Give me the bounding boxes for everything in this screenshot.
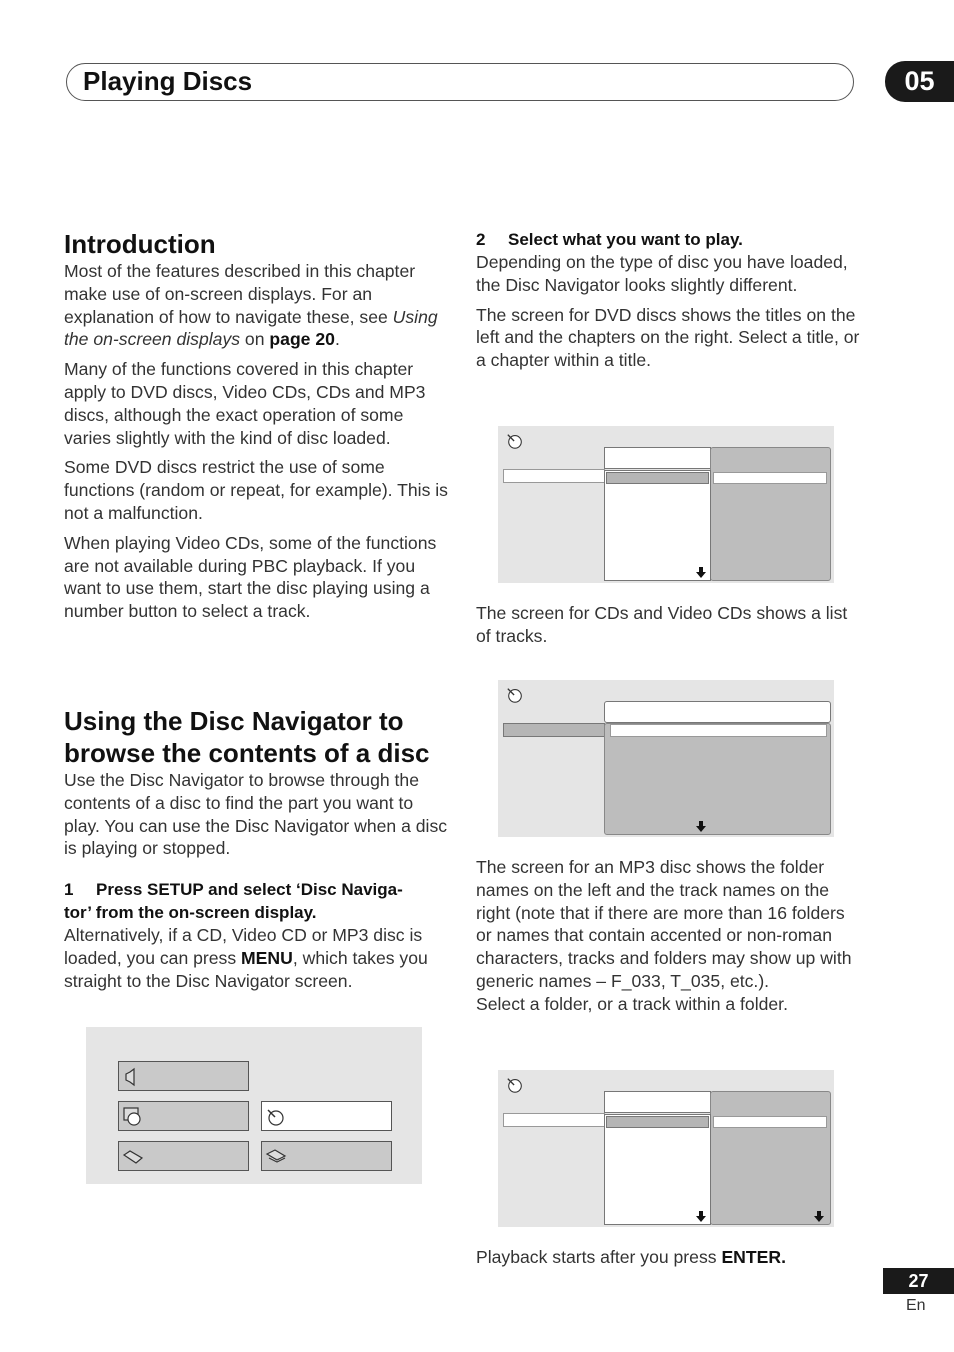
disc-monitor-icon [122, 1106, 144, 1128]
tag-icon [122, 1146, 144, 1168]
mp3-navigator-screen [498, 1070, 834, 1227]
disc-navigator-icon [506, 1076, 524, 1094]
setup-menu-tag-button[interactable] [118, 1141, 249, 1171]
intro-paragraph-1: Most of the features described in this chapter make use of on-screen displays. For an explanation of how to navigate these, see Using the on-screen displays on page 20. [64, 261, 438, 350]
title-selection[interactable] [503, 469, 605, 483]
intro-paragraph-4: When playing Video CDs, some of the functions are not available during PBC playback. If you want to use them, start the disc playing using a number button to select a track. [64, 532, 437, 622]
title-list[interactable] [604, 470, 711, 581]
setup-menu-arrows-button[interactable] [261, 1141, 392, 1171]
intro-paragraph-3: Some DVD discs restrict the use of some functions (random or repeat, for example). This is not a malfunction. [64, 457, 448, 523]
cd-text-block [476, 602, 861, 655]
chapter-list[interactable] [710, 447, 831, 581]
scroll-down-icon[interactable] [696, 567, 706, 578]
navigator-heading: Using the Disc Navigator to browse the contents of a disc [64, 706, 430, 768]
title-highlight[interactable] [606, 472, 709, 484]
right-column-top [476, 228, 861, 379]
mp3-track-list[interactable] [710, 1091, 831, 1225]
track-label [503, 723, 605, 737]
mp3-paragraph: The screen for an MP3 disc shows the folder names on the left and the track names on the right (note that if there are more than 16 folders or names that contain accented or non-roman characters, tracks and folders may show up with generic names – F_033, T_035, etc.). Select a folder, or a track within a folder. [476, 857, 852, 1014]
title-tab[interactable] [604, 447, 711, 469]
step-1-text: Alternatively, if a CD, Video CD or MP3 disc is loaded, you can press MENU, which takes you straight to the Disc Navigator screen. [64, 925, 428, 991]
mp3-track-selection[interactable] [713, 1116, 827, 1128]
scroll-down-icon[interactable] [696, 821, 706, 832]
intro-paragraph-2: Many of the functions covered in this chapter apply to DVD discs, Video CDs, CDs and MP3 discs, although the exact operation of some varies slightly with the kind of disc loaded. [64, 359, 426, 448]
folder-tab[interactable] [604, 1091, 711, 1113]
mp3-select-line: Select a folder, or a track within a folder. [476, 993, 788, 1014]
speaker-icon [122, 1066, 144, 1088]
step-2-paragraph-1: Depending on the type of disc you have loaded, the Disc Navigator looks slightly different. [476, 252, 848, 295]
playback-paragraph: Playback starts after you press ENTER. [476, 1247, 786, 1267]
setup-menu-audio-button[interactable] [118, 1061, 249, 1091]
chapter-selection[interactable] [713, 472, 827, 484]
chapter-number: 05 [885, 61, 954, 102]
step-2-paragraph-2: The screen for DVD discs shows the titles on the left and the chapters on the right. Select a title, or a chapter within a title. [476, 304, 860, 371]
cd-navigator-screen [498, 680, 834, 837]
introduction-heading: Introduction [64, 229, 216, 259]
left-column [64, 228, 449, 630]
page-number: 27 [883, 1268, 954, 1294]
step-2-heading: 2 Select what you want to play. [476, 230, 743, 249]
folder-list[interactable] [604, 1114, 711, 1225]
disc-navigator-icon [506, 686, 524, 704]
track-selection[interactable] [610, 724, 827, 737]
track-scroll-down-icon[interactable] [814, 1211, 824, 1222]
setup-menu-disc-button[interactable] [118, 1101, 249, 1131]
section-title: Playing Discs [83, 66, 253, 96]
setup-menu-screen [86, 1027, 422, 1184]
disc-navigator-icon [265, 1106, 287, 1128]
dvd-navigator-screen [498, 426, 834, 583]
navigator-paragraph: Use the Disc Navigator to browse through the contents of a disc to find the part you want to play. You can use the Disc Navigator when a disc is playing or stopped. [64, 770, 448, 859]
navigator-section [64, 705, 449, 1000]
track-tab[interactable] [604, 701, 831, 723]
setup-menu-disc-navigator-button[interactable] [261, 1101, 392, 1131]
cd-paragraph: The screen for CDs and Video CDs shows a list of tracks. [476, 603, 848, 646]
arrows-icon [265, 1146, 287, 1168]
disc-navigator-icon [506, 432, 524, 450]
step-1-heading: 1 Press SETUP and select ‘Disc Naviga- tor’ from the on-screen display. [64, 880, 403, 923]
folder-selection[interactable] [503, 1113, 605, 1127]
mp3-text-block [476, 856, 861, 1016]
folder-highlight[interactable] [606, 1116, 709, 1128]
folder-scroll-down-icon[interactable] [696, 1211, 706, 1222]
track-list[interactable] [604, 723, 831, 835]
language-code: En [906, 1297, 926, 1314]
playback-text-block [476, 1246, 861, 1276]
